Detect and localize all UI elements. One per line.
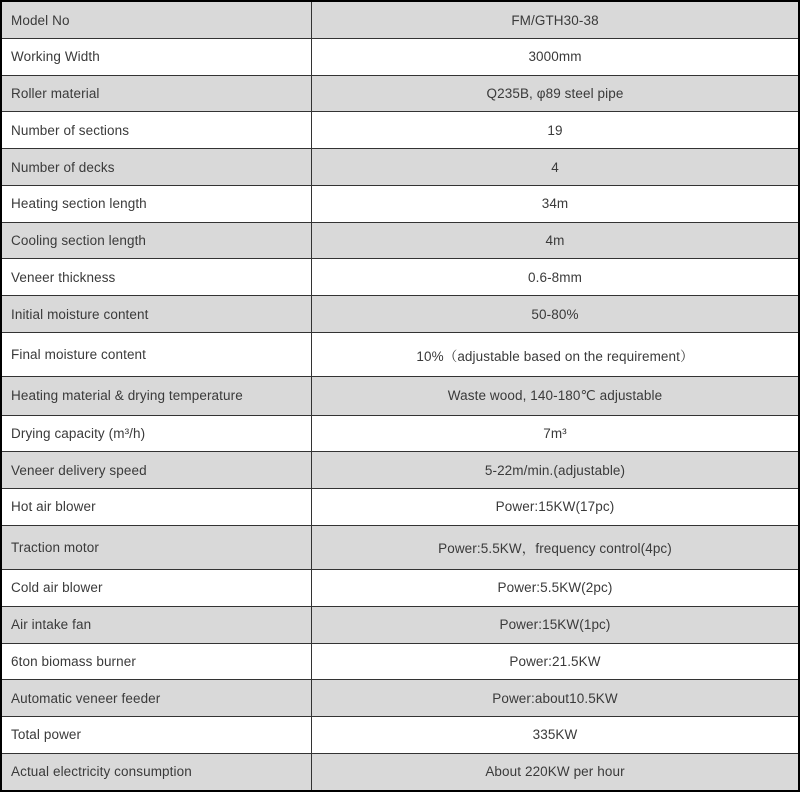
spec-label: Veneer delivery speed [1,452,312,489]
table-row [1,680,799,717]
spec-label: Number of sections [1,112,312,149]
spec-value: 3000mm [312,39,800,76]
spec-label: Initial moisture content [1,296,312,333]
spec-value: About 220KW per hour [312,753,800,791]
table-row [1,1,799,39]
spec-label: Automatic veneer feeder [1,680,312,717]
spec-value: 4m [312,222,800,259]
spec-value: 4 [312,149,800,186]
table-row [1,570,799,607]
spec-value: 10%（adjustable based on the requirement） [312,332,800,376]
table-row [1,149,799,186]
spec-label: Number of decks [1,149,312,186]
spec-value: 34m [312,185,800,222]
table-row [1,606,799,643]
spec-label: Cooling section length [1,222,312,259]
spec-table-body [1,1,799,791]
spec-value: FM/GTH30-38 [312,1,800,39]
spec-label: Roller material [1,75,312,112]
spec-label: Heating section length [1,185,312,222]
table-row [1,452,799,489]
table-row [1,489,799,526]
table-row [1,332,799,376]
spec-value: Power:15KW(17pc) [312,489,800,526]
spec-label: Total power [1,717,312,754]
table-row [1,75,799,112]
table-row [1,753,799,791]
table-row [1,185,799,222]
spec-value: Q235B, φ89 steel pipe [312,75,800,112]
spec-label: Cold air blower [1,570,312,607]
spec-label: Veneer thickness [1,259,312,296]
spec-value: 5-22m/min.(adjustable) [312,452,800,489]
table-row [1,39,799,76]
table-row [1,377,799,415]
spec-label: Final moisture content [1,332,312,376]
table-row [1,643,799,680]
spec-label: Heating material & drying temperature [1,377,312,415]
spec-label: Working Width [1,39,312,76]
table-row [1,112,799,149]
spec-value: Power:5.5KW(2pc) [312,570,800,607]
spec-value: Waste wood, 140-180℃ adjustable [312,377,800,415]
spec-label: Drying capacity (m³/h) [1,415,312,452]
table-row [1,296,799,333]
spec-label: Hot air blower [1,489,312,526]
spec-value: Power:5.5KW，frequency control(4pc) [312,525,800,569]
spec-value: 50-80% [312,296,800,333]
spec-label: Traction motor [1,525,312,569]
spec-value: 19 [312,112,800,149]
table-row [1,525,799,569]
table-row [1,717,799,754]
table-row [1,415,799,452]
spec-value: 335KW [312,717,800,754]
spec-value: Power:21.5KW [312,643,800,680]
spec-label: Actual electricity consumption [1,753,312,791]
table-row [1,259,799,296]
spec-label: 6ton biomass burner [1,643,312,680]
spec-value: 7m³ [312,415,800,452]
spec-value: Power:about10.5KW [312,680,800,717]
spec-label: Air intake fan [1,606,312,643]
spec-value: 0.6-8mm [312,259,800,296]
spec-label: Model No [1,1,312,39]
spec-value: Power:15KW(1pc) [312,606,800,643]
table-row [1,222,799,259]
